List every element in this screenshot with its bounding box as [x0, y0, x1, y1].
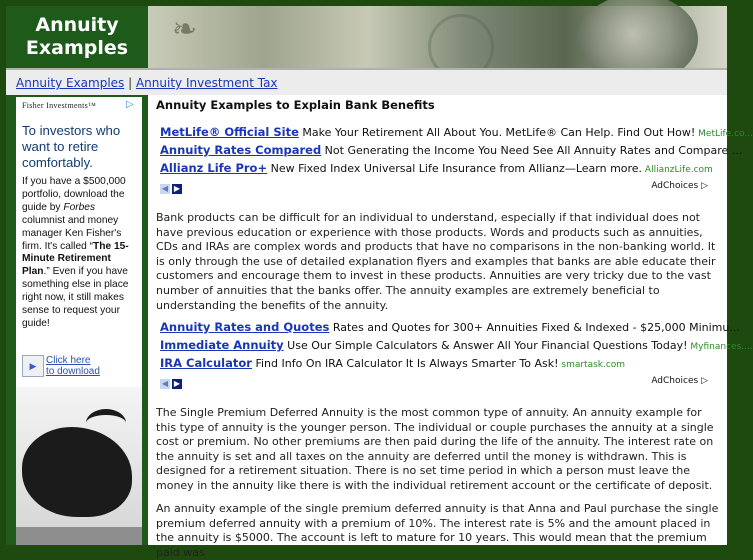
- header-banner-image: [148, 6, 727, 68]
- download-icon[interactable]: ▶: [22, 355, 44, 377]
- adchoices-icon[interactable]: ▷: [126, 99, 134, 110]
- page-title: Annuity Examples to Explain Bank Benefits: [156, 98, 435, 112]
- text-ad: [160, 161, 720, 179]
- adchoices-label: AdChoices: [651, 376, 699, 386]
- ad-url[interactable]: MetLife.co...: [695, 129, 753, 139]
- ad-body: [22, 176, 140, 331]
- next-arrow-icon[interactable]: ▶: [173, 379, 181, 388]
- ad-url[interactable]: smartask.com: [558, 360, 626, 370]
- text-ad: [160, 143, 743, 161]
- site-title-line1: Annuity: [35, 14, 119, 36]
- main-content: [148, 95, 753, 559]
- bull-base: [16, 527, 142, 545]
- ad-url[interactable]: Myfinances....: [687, 342, 753, 352]
- ad-description: Make Your Retirement All About You. MetLife® Can Help. Find Out How!: [298, 126, 696, 139]
- site-logo[interactable]: [6, 6, 148, 68]
- paragraph-1: Bank products can be difficult for an individual to understand, especially if that individual does not have previous education or experience with those products. Words and products such as annuities, CDs and IRAs are complex words and products that have no comparisons in the non-banking world. It is only through the use of detailed explanation flyers and examples that banks are able educate their customers and encourage them to invest in these products. Annuities are very tricky due to the vast number of annuities that the banks offer. The annuity examples are extremely beneficial to understanding the benefits of the annuity.: [156, 211, 716, 312]
- ad-body-emphasis: Forbes: [63, 201, 96, 213]
- ad-cta-link[interactable]: [46, 355, 136, 377]
- banknote-texture: ❧: [172, 12, 200, 47]
- paragraph-2: The Single Premium Deferred Annuity is the most common type of annuity. An annuity example for this type of annuity is the younger person. The individual or couple purchases the annuity at a single cost or premium. No other premiums are then paid during the life of the annuity. The interest rate on the annuity is set and all taxes on the annuity are deferred until the money is withdrawn. This is designed for a retirement situation. There is no set time period in which a person must leave the money in the annuity like there is with the individual retirement account or the certificate of deposit.: [156, 406, 714, 492]
- ad-body-text-3: .” Even if you have something else in place right now, it still makes sense to request your guide!: [22, 266, 129, 329]
- nav-link-annuity-investment-tax[interactable]: Annuity Investment Tax: [135, 76, 278, 90]
- breadcrumb-nav: [6, 68, 727, 97]
- ad-link[interactable]: Immediate Annuity: [160, 338, 284, 352]
- nav-separator: |: [124, 76, 136, 90]
- bull-body: [22, 427, 132, 517]
- ad-link[interactable]: Annuity Rates Compared: [160, 143, 322, 157]
- text-ad-block-2: [160, 320, 753, 390]
- ad-navigation: [160, 376, 720, 390]
- sidebar-advertisement[interactable]: [16, 97, 142, 387]
- ad-body-strong: The 15-Minute Retirement Plan: [22, 240, 129, 278]
- ad-cta-line2: to download: [46, 366, 100, 377]
- adchoices-label: AdChoices: [651, 181, 699, 191]
- adchoices-link[interactable]: AdChoices ▷: [651, 181, 708, 191]
- ad-headline: To investors who want to retire comfortably.: [22, 123, 121, 170]
- bull-statue-image: [16, 387, 142, 545]
- ad-cta-line1: Click here: [46, 355, 91, 366]
- ad-body-text-2: columnist and money manager Ken Fisher's firm. It's called “: [22, 214, 122, 252]
- next-arrow-icon[interactable]: ▶: [173, 184, 181, 193]
- ad-description: Find Info On IRA Calculator It Is Always Smarter To Ask!: [251, 357, 559, 370]
- text-ad-block-1: [160, 125, 753, 195]
- text-ad: [160, 356, 720, 374]
- ad-link[interactable]: Annuity Rates and Quotes: [160, 320, 330, 334]
- site-title-line2: Examples: [25, 37, 129, 59]
- ad-description: Rates and Quotes for 300+ Annuities Fixed & Indexed - $25,000 Minimu...: [329, 321, 740, 334]
- ad-description: Use Our Simple Calculators & Answer All Your Financial Questions Today!: [283, 339, 688, 352]
- prev-arrow-icon[interactable]: ◀: [161, 184, 169, 193]
- ad-description: Not Generating the Income You Need See All Annuity Rates and Compare ...: [321, 144, 743, 157]
- ad-body-text-1: If you have a $500,000 portfolio, download the guide by: [22, 176, 126, 213]
- text-ad: [160, 125, 753, 143]
- ad-navigation: [160, 181, 720, 195]
- paragraph-3: An annuity example of the single premium deferred annuity is that Anna and Paul purchase the single premium deferred annuity with a premium of 10%. The interest rate is 5% and the amount placed in the annuity is $5000. The account is left to mature for 10 years. This would mean that the premium paid was: [156, 502, 719, 559]
- ad-link[interactable]: Allianz Life Pro+: [160, 161, 268, 175]
- ad-brand: Fisher Investments™: [22, 101, 97, 110]
- left-sidebar: [6, 95, 148, 545]
- prev-arrow-icon[interactable]: ◀: [161, 379, 169, 388]
- text-ad: [160, 338, 753, 356]
- site-header: [0, 0, 727, 68]
- nav-link-annuity-examples[interactable]: Annuity Examples: [16, 76, 125, 90]
- ad-url[interactable]: AllianzLife.com: [642, 165, 713, 175]
- ad-link[interactable]: MetLife® Official Site: [160, 125, 299, 139]
- ad-description: New Fixed Index Universal Life Insurance from Allianz—Learn more.: [267, 162, 643, 175]
- ad-link[interactable]: IRA Calculator: [160, 356, 252, 370]
- text-ad: [160, 320, 740, 338]
- adchoices-link[interactable]: AdChoices ▷: [651, 376, 708, 386]
